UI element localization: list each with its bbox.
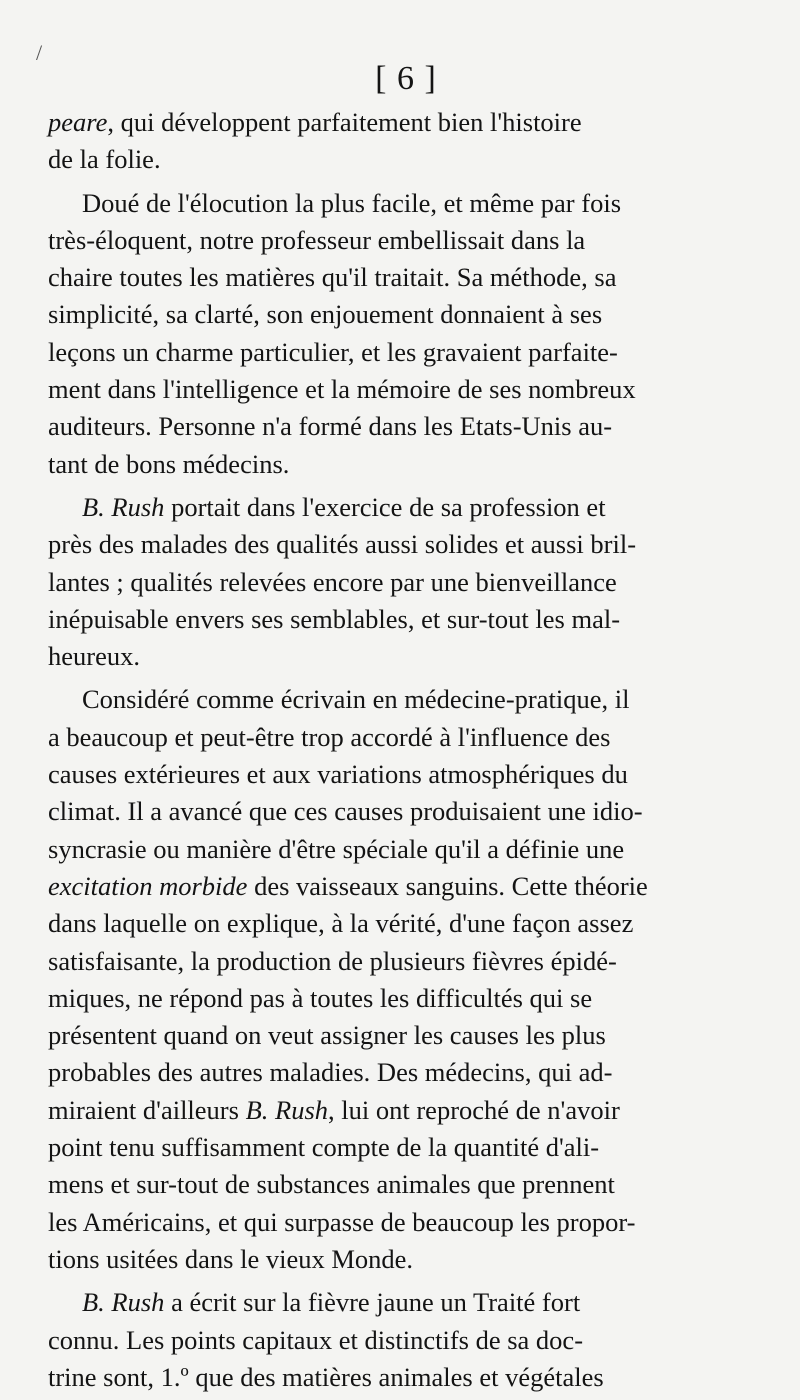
text-run: probables des autres maladies. Des médecins, qui ad- [48,1057,613,1088]
text-run: ment dans l'intelligence et la mémoire de ses nombreux [48,374,636,405]
text-line [48,334,762,371]
text-run: point tenu suffisamment compte de la quantité d'ali- [48,1132,600,1163]
text-line [48,1092,762,1129]
text-run: satisfaisante, la production de plusieurs fièvres épidé- [48,945,617,976]
text-run: de la folie. [48,144,161,175]
paragraph [48,104,762,179]
stray-pen-mark: / [36,40,43,65]
text-line [48,1129,762,1166]
text-line [48,756,762,793]
text-run: près des malades des qualités aussi solides et aussi bril- [48,529,637,560]
text-run: trine sont, 1.º que des matières animales et végétales [48,1361,604,1392]
text-line [48,1166,762,1203]
text-line [48,905,762,942]
paragraph [48,489,762,675]
text-line [48,601,762,638]
text-line [48,526,762,563]
text-run: climat. Il a avancé que ces causes produisaient une idio- [48,796,643,827]
text-line [48,1054,762,1091]
text-run: , lui ont reproché de n'avoir [328,1094,620,1125]
italic-run: excitation morbide [48,870,248,901]
page-number: [ 6 ] [375,60,437,97]
text-run: les Américains, et qui surpasse de beaucoup les propor- [48,1206,636,1237]
text-line [48,222,762,259]
text-run: connu. Les points capitaux et distinctifs de sa doc- [48,1324,584,1355]
text-run: causes extérieures et aux variations atmosphériques du [48,759,628,790]
text-run: présentent quand on veut assigner les causes les plus [48,1020,606,1051]
text-run: leçons un charme particulier, et les gravaient parfaite- [48,336,618,367]
text-line [48,446,762,483]
text-run: très-éloquent, notre professeur embellissait dans la [48,224,586,255]
text-line [48,489,762,526]
text-run: a beaucoup et peut-être trop accordé à l'influence des [48,721,611,752]
text-run: mens et sur-tout de substances animales que prennent [48,1169,615,1200]
text-line [48,185,762,222]
text-line [48,564,762,601]
paragraph [48,681,762,1278]
italic-run: peare [48,107,108,137]
body-text [48,104,762,1396]
text-run: miraient d'ailleurs [48,1094,246,1125]
text-line [48,1241,762,1278]
paragraph [48,185,762,483]
italic-run: B. Rush [82,1287,165,1318]
text-run: heureux. [48,641,140,672]
text-run: inépuisable envers ses semblables, et sur-tout les mal- [48,603,621,634]
text-run: Considéré comme écrivain en médecine-pratique, il [82,684,630,715]
text-run: chaire toutes les matières qu'il traitait. Sa méthode, sa [48,262,617,293]
text-line [48,1284,762,1321]
text-run: portait dans l'exercice de sa profession et [164,491,606,522]
text-line [48,104,762,141]
text-line [48,831,762,868]
text-run: a écrit sur la fièvre jaune un Traité fort [164,1287,581,1318]
text-run: des vaisseaux sanguins. Cette théorie [247,870,648,901]
paragraph [48,1284,762,1396]
text-line [48,259,762,296]
text-line [48,1322,762,1359]
text-line [48,793,762,830]
text-line [48,719,762,756]
text-line [48,943,762,980]
text-line [48,141,762,178]
text-line [48,408,762,445]
text-run: lantes ; qualités relevées encore par une bienveillance [48,566,617,597]
text-line [48,980,762,1017]
text-line [48,868,762,905]
text-line [48,1204,762,1241]
text-run: tant de bons médecins. [48,448,290,479]
text-line [48,296,762,333]
text-run: syncrasie ou manière d'être spéciale qu'il a définie une [48,833,625,864]
italic-run: B. Rush [82,491,165,522]
text-line [48,371,762,408]
text-run: dans laquelle on explique, à la vérité, d'une façon assez [48,908,634,939]
text-line [48,638,762,675]
text-run: tions usitées dans le vieux Monde. [48,1243,414,1274]
text-run: Doué de l'élocution la plus facile, et même par fois [82,187,622,218]
text-run: , qui développent parfaitement bien l'histoire [107,107,582,137]
text-run: simplicité, sa clarté, son enjouement donnaient à ses [48,299,603,330]
text-line [48,1017,762,1054]
text-run: miques, ne répond pas à toutes les difficultés qui se [48,982,593,1013]
text-run: auditeurs. Personne n'a formé dans les Etats-Unis au- [48,411,613,442]
italic-run: B. Rush [245,1094,329,1125]
text-line [48,681,762,718]
text-line [48,1359,762,1396]
